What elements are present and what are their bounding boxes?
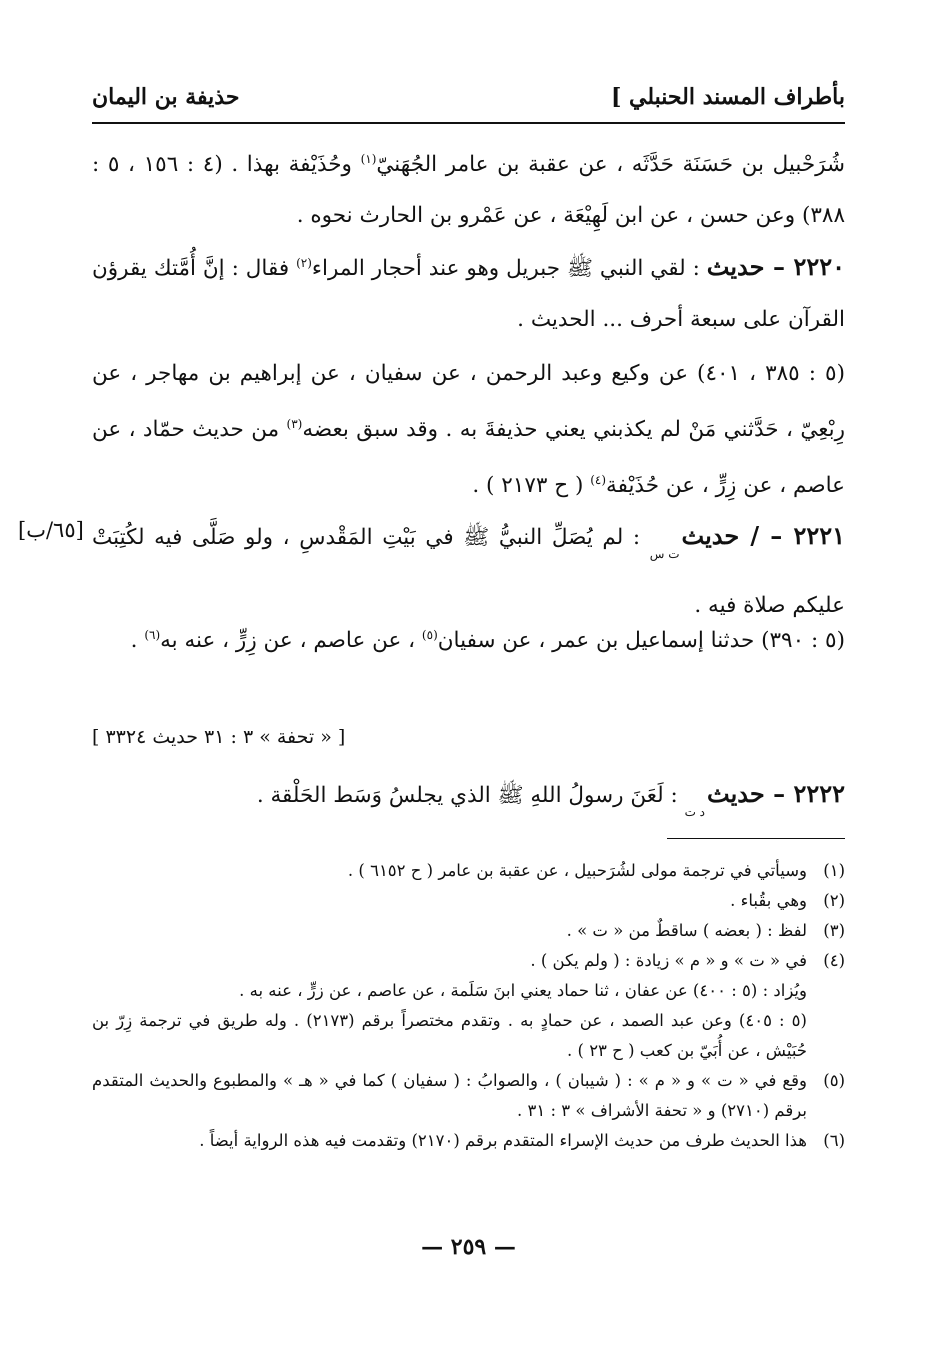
footnote-ref-4: (٤) [590,473,607,488]
footnote-separator [667,838,845,839]
footnotes [92,856,845,1156]
footnote-4 [92,946,845,976]
footnote-text: لفظ : ( بعضه ) ساقطٌ من « ت » . [566,921,807,940]
sources-text-cont: من حديث حمّاد ، عن عاصم ، عن زِرٍّ ، عن حُذَيْفة [92,417,845,499]
tuhfa-reference: [ « تحفة » ٣ : ٣١ حديث ٣٣٢٤ ] [92,726,346,748]
footnote-ref-5: (٥) [421,628,438,642]
footnote-text: وسيأتي في ترجمة مولى لشُرَحبيل ، عن عقبة بن عامر ( ح ٦١٥٢ ) . [347,861,807,880]
footnote-4-continuation: (٥ : ٤٠٥) وعن عبد الصمد ، عن حمادٍ به . وتقدم مختصراً برقم (٢١٧٣) . وله طريق في ترجمة زِرّ بن حُبَيْش ، عن أُبَيّ بن كعب ( ح ٢٣ ) . [92,1011,807,1060]
footnote-ref-1: (١) [360,152,377,166]
footnote-5 [92,1066,845,1126]
page-number: — ٢٥٩ — [421,1234,516,1260]
footnote-6 [92,1126,845,1156]
running-header [92,78,845,124]
hadith-2221-sources [92,610,845,666]
hadith-2220: ٢٢٢٠ – حديث : لقي النبي ﷺ جبريل وهو عند أحجار المراء$^{(٢)}$ فقال : إنَّ أُمَّتك يقرؤن القرآن على سبعة أحرف ... الحديث . [92,252,845,333]
footnote-1 [92,856,845,886]
hadith-number: ٢٢٢١ [793,521,845,550]
footnote-text: هذا الحديث طرف من حديث الإسراء المتقدم برقم (٢١٧٠) وتقدمت فيه هذه الرواية أيضاً . [199,1131,807,1150]
collection-siglum: د ت [684,805,706,819]
footnote-number: (٥) [823,1071,845,1090]
footnote-number: (٣) [823,921,845,940]
intro-paragraph [92,134,845,241]
collection-siglum: ت س [649,547,680,561]
sources-text-end: . [130,628,145,654]
footnote-2 [92,886,845,916]
footnote-text: وهي بقُباء . [730,891,807,910]
header-section-title: حذيفة بن اليمان [92,84,240,110]
footnote-ref-2: (٢) [296,256,312,270]
footnote-3 [92,916,845,946]
footnote-number: (٢) [823,891,845,910]
hadith-2222: ٢٢٢٢ – حديثد ت : لَعَنَ رسولُ اللهِ ﷺ الذي يجلسُ وَسَط الحَلْقة . [92,768,845,838]
hadith-text: : لم يُصَلِّ النبيُّ ﷺ في بَيْتِ المَقْدسِ ، ولو صَلَّى فيه لكُتِبَتْ عليكم صلاة فيه . [92,525,845,618]
hadith-label: حديث [681,521,740,550]
footnote-text: في « ت » و « م » زيادة : ( ولم يكن ) . [530,951,807,970]
header-book-title: بأطراف المسند الحنبلي ] [610,84,845,110]
hadith-label: حديث [706,252,765,282]
hadith-label: حديث [707,779,765,808]
sources-text-end: ( ح ٢١٧٣ ) . [472,473,591,499]
footnote-number: (٤) [823,951,845,970]
hadith-2220-sources [92,348,845,511]
footnote-ref-3: (٣) [286,417,303,431]
footnote-number: (١) [823,861,845,880]
sources-text-cont: ، عن عاصم ، عن زِرٍّ ، عنه به [160,628,422,654]
intro-text: شُرَحْبيل بن حَسَنَة حَدَّثَه ، عن عقبة بن عامر الجُهَنيّ [376,152,846,178]
footnote-4-continuation: ويُزاد : (٥ : ٤٠٠) عن عفان ، ثنا حماد يعني ابنَ سَلَمة ، عن عاصم ، عن زرٍّ ، عنه به . [239,981,807,1000]
footnote-ref-6: (٦) [144,628,161,642]
sources-text: (٥ : ٣٨٥ ، ٤٠١) عن وكيع وعبد الرحمن ، عن سفيان ، عن إبراهيم بن مهاجر ، عن رِبْعِيّ ، حَدَّثني مَنْ لم يكذبني يعني حذيفةَ به . وقد سبق بعضه [92,361,845,443]
footnote-number: (٦) [823,1131,845,1150]
footnote-text: وقع في « ت » و « م » : ( شيبان ) ، والصوابُ : ( سفيان ) كما في « هـ » والمطبوع والحديث المتقدم برقم (٢٧١٠) و « تحفة الأشراف » ٣ : ٣١ . [92,1071,807,1120]
intro-text-rest: وحُذَيْفة بهذا . (٤ : ١٥٦ ، ٥ : ٣٨٨) وعن حسن ، عن ابن لَهِيْعَة ، عن عَمْرو بن الحارث نحوه . [92,152,845,229]
sources-text: (٥ : ٣٩٠) حدثنا إسماعيل بن عمر ، عن سفيان [437,628,845,654]
hadith-number: ٢٢٢٢ [793,779,845,808]
manuscript-folio-marker: [٦٥/ب] [18,518,84,542]
hadith-text: : لَعَنَ رسولُ اللهِ ﷺ الذي يجلسُ وَسَط الحَلْقة . [256,783,685,808]
hadith-slash: – / [739,521,794,550]
hadith-text-cont: فقال : إنَّ أُمَّتك يقرؤن القرآن على سبعة أحرف ... الحديث . [92,256,845,333]
hadith-number: ٢٢٢٠ [793,252,845,282]
hadith-text: : لقي النبي ﷺ جبريل وهو عند أحجار المراء [311,256,707,282]
